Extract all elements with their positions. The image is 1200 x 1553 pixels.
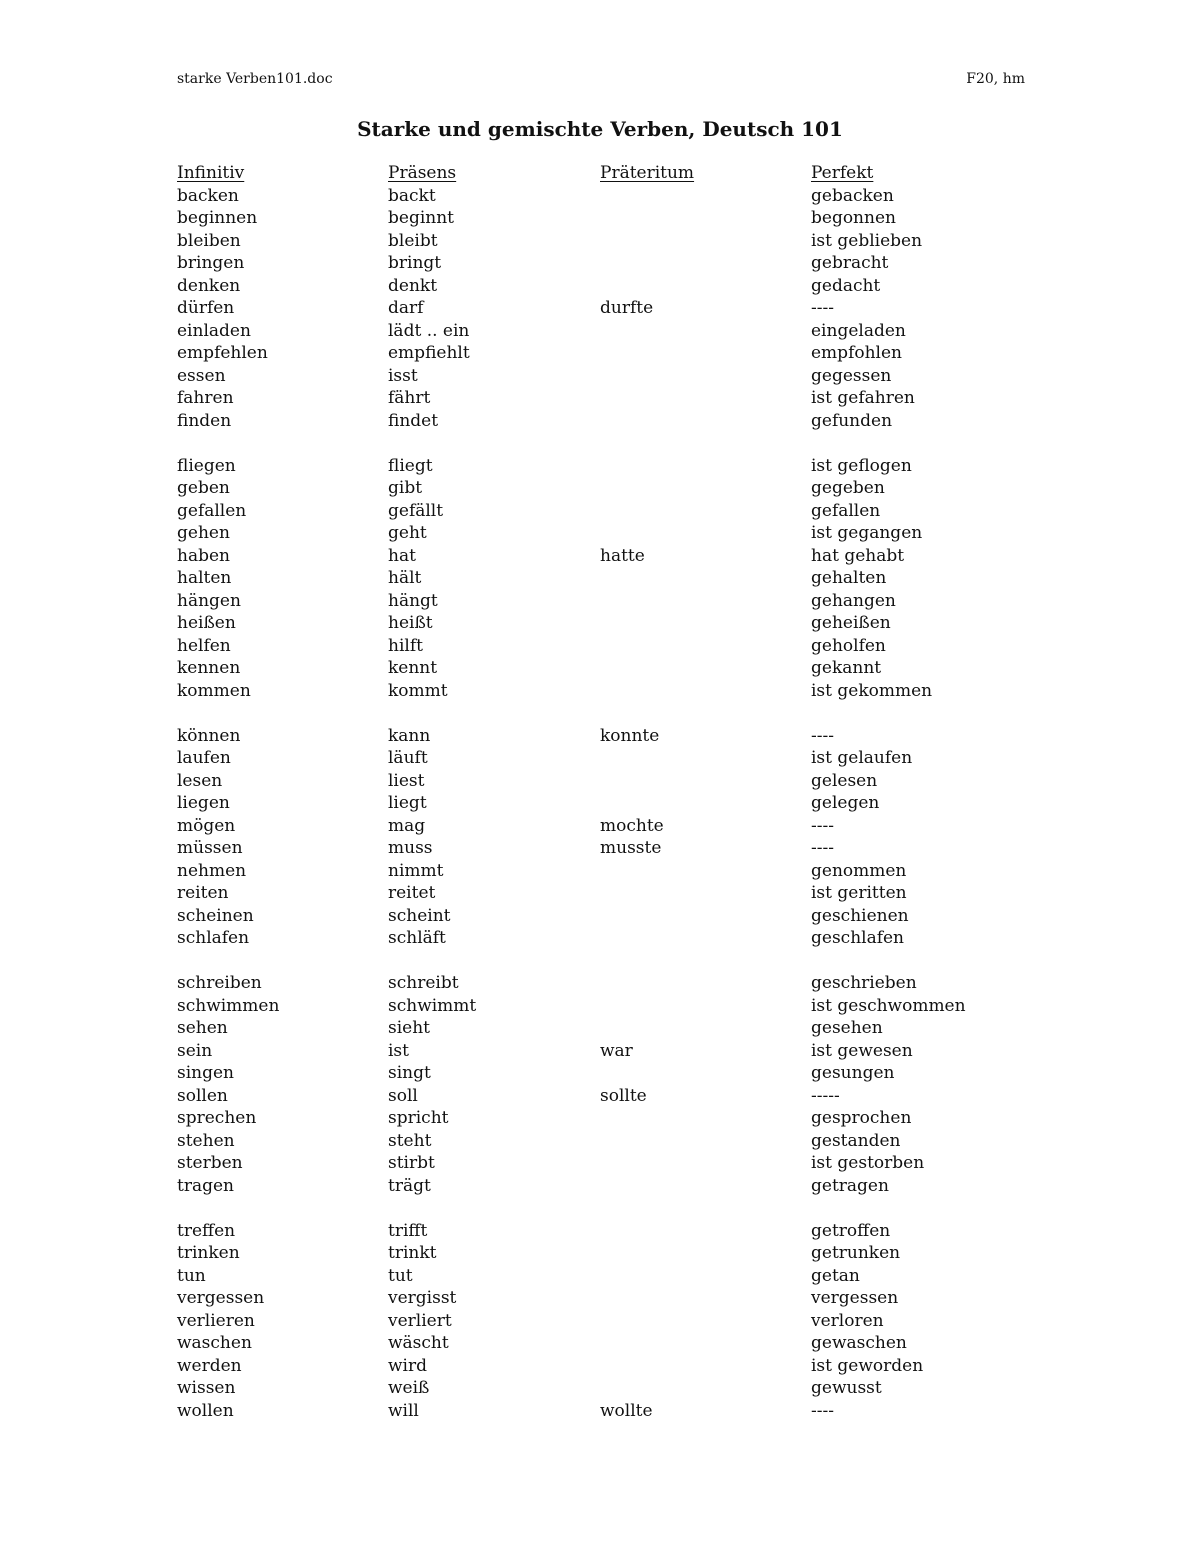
- cell-praesens: steht: [388, 1130, 432, 1151]
- cell-infinitiv: wollen: [177, 1400, 234, 1421]
- verb-row: [177, 1310, 1137, 1333]
- cell-perfekt: ist geschwommen: [811, 995, 966, 1016]
- cell-infinitiv: liegen: [177, 793, 230, 813]
- cell-perfekt: getragen: [811, 1175, 889, 1196]
- cell-praeteritum: hatte: [600, 545, 645, 566]
- cell-praeteritum: musste: [600, 838, 662, 858]
- cell-praeteritum: mochte: [600, 815, 664, 836]
- cell-perfekt: ist gegangen: [811, 523, 923, 543]
- verb-row: [177, 837, 1137, 860]
- cell-infinitiv: schlafen: [177, 928, 250, 948]
- cell-perfekt: genommen: [811, 860, 907, 881]
- verb-row: [177, 860, 1137, 883]
- cell-perfekt: gewaschen: [811, 1333, 907, 1353]
- cell-infinitiv: verlieren: [177, 1310, 255, 1331]
- verb-row: [177, 297, 1137, 320]
- cell-infinitiv: schwimmen: [177, 995, 280, 1016]
- cell-infinitiv: laufen: [177, 748, 231, 768]
- cell-infinitiv: empfehlen: [177, 343, 268, 363]
- cell-infinitiv: sterben: [177, 1153, 243, 1173]
- cell-praesens: kennt: [388, 658, 438, 678]
- cell-praesens: reitet: [388, 883, 436, 903]
- verb-row: [177, 365, 1137, 388]
- verb-row: [177, 252, 1137, 275]
- verb-row: [177, 972, 1137, 995]
- cell-perfekt: getan: [811, 1265, 860, 1286]
- cell-praesens: liest: [388, 770, 425, 791]
- cell-praesens: schwimmt: [388, 995, 477, 1016]
- verb-row: [177, 1220, 1137, 1243]
- cell-infinitiv: müssen: [177, 838, 243, 858]
- cell-perfekt: ist gestorben: [811, 1153, 925, 1173]
- cell-perfekt: hat gehabt: [811, 545, 905, 566]
- cell-infinitiv: beginnen: [177, 208, 258, 228]
- cell-praesens: kommt: [388, 680, 448, 701]
- cell-praesens: soll: [388, 1085, 418, 1106]
- cell-praeteritum: durfte: [600, 298, 654, 318]
- cell-praesens: kann: [388, 725, 431, 746]
- cell-infinitiv: finden: [177, 410, 232, 431]
- verb-row: [177, 995, 1137, 1018]
- cell-praesens: hat: [388, 545, 416, 566]
- cell-infinitiv: reiten: [177, 883, 229, 903]
- cell-perfekt: gegeben: [811, 478, 885, 498]
- verb-row: [177, 410, 1137, 433]
- cell-perfekt: gestanden: [811, 1130, 901, 1151]
- cell-infinitiv: hängen: [177, 590, 241, 611]
- verb-row: [177, 612, 1137, 635]
- column-header-praesens: Präsens: [388, 163, 457, 183]
- cell-praesens: sieht: [388, 1018, 431, 1038]
- cell-infinitiv: bringen: [177, 253, 245, 273]
- verb-row: [177, 680, 1137, 703]
- verb-row: [177, 725, 1137, 748]
- verb-row: [177, 1265, 1137, 1288]
- cell-infinitiv: fliegen: [177, 455, 236, 476]
- cell-praesens: ist: [388, 1040, 409, 1061]
- cell-praesens: lädt .. ein: [388, 320, 470, 341]
- verb-row: [177, 1152, 1137, 1175]
- cell-infinitiv: bleiben: [177, 230, 241, 251]
- cell-praesens: trifft: [388, 1220, 428, 1241]
- cell-perfekt: geschrieben: [811, 973, 917, 993]
- cell-infinitiv: tragen: [177, 1175, 234, 1196]
- cell-infinitiv: sehen: [177, 1018, 228, 1038]
- cell-infinitiv: mögen: [177, 815, 236, 836]
- cell-perfekt: geholfen: [811, 635, 886, 656]
- cell-infinitiv: helfen: [177, 635, 231, 656]
- cell-perfekt: begonnen: [811, 208, 896, 228]
- cell-praesens: stirbt: [388, 1153, 435, 1173]
- cell-perfekt: getrunken: [811, 1243, 901, 1263]
- cell-infinitiv: dürfen: [177, 298, 235, 318]
- cell-perfekt: vergessen: [811, 1288, 899, 1308]
- cell-infinitiv: kennen: [177, 658, 241, 678]
- cell-praesens: hilft: [388, 635, 423, 656]
- cell-praesens: verliert: [388, 1310, 452, 1331]
- verb-row: [177, 185, 1137, 208]
- verb-row: [177, 792, 1137, 815]
- cell-perfekt: empfohlen: [811, 343, 902, 363]
- verb-row: [177, 635, 1137, 658]
- cell-infinitiv: scheinen: [177, 905, 254, 926]
- cell-praesens: hält: [388, 568, 422, 588]
- column-header-praeteritum: Präteritum: [600, 163, 695, 183]
- cell-perfekt: eingeladen: [811, 320, 906, 341]
- cell-praesens: denkt: [388, 275, 438, 296]
- cell-praeteritum: konnte: [600, 725, 660, 746]
- cell-perfekt: geschlafen: [811, 928, 905, 948]
- cell-perfekt: ----: [811, 725, 834, 746]
- cell-perfekt: ist geritten: [811, 883, 907, 903]
- cell-infinitiv: haben: [177, 545, 230, 566]
- verb-row: [177, 1242, 1137, 1265]
- cell-praesens: findet: [388, 410, 439, 431]
- verb-row: [177, 1332, 1137, 1355]
- verb-row: [177, 1130, 1137, 1153]
- verb-row: [177, 1107, 1137, 1130]
- verb-row: [177, 522, 1137, 545]
- cell-praesens: schreibt: [388, 973, 459, 993]
- verb-row: [177, 882, 1137, 905]
- verb-row: [177, 207, 1137, 230]
- verb-row: [177, 1040, 1137, 1063]
- verb-row: [177, 747, 1137, 770]
- cell-perfekt: gebacken: [811, 185, 894, 206]
- cell-perfekt: gehangen: [811, 590, 896, 611]
- cell-perfekt: -----: [811, 1085, 840, 1106]
- cell-perfekt: ist geworden: [811, 1355, 924, 1376]
- cell-infinitiv: geben: [177, 478, 230, 498]
- cell-infinitiv: fahren: [177, 388, 234, 408]
- column-header-row: [177, 162, 1137, 185]
- cell-perfekt: verloren: [811, 1310, 884, 1331]
- cell-perfekt: ----: [811, 298, 834, 318]
- cell-perfekt: geheißen: [811, 613, 891, 633]
- cell-perfekt: gesungen: [811, 1063, 895, 1083]
- cell-praesens: muss: [388, 838, 433, 858]
- cell-infinitiv: gefallen: [177, 500, 247, 521]
- cell-infinitiv: waschen: [177, 1333, 252, 1353]
- verb-row: [177, 500, 1137, 523]
- verb-row: [177, 320, 1137, 343]
- verb-row: [177, 927, 1137, 950]
- cell-praesens: bleibt: [388, 230, 438, 251]
- cell-praesens: fährt: [388, 388, 431, 408]
- cell-perfekt: ----: [811, 815, 834, 836]
- verb-row: [177, 1377, 1137, 1400]
- cell-perfekt: gesehen: [811, 1018, 883, 1038]
- verb-row: [177, 590, 1137, 613]
- cell-praesens: gibt: [388, 478, 423, 498]
- cell-praesens: trinkt: [388, 1243, 437, 1263]
- header-filename: starke Verben101.doc: [177, 71, 333, 87]
- cell-infinitiv: denken: [177, 275, 241, 296]
- cell-perfekt: ist gewesen: [811, 1040, 913, 1061]
- cell-praesens: heißt: [388, 613, 433, 633]
- verb-row: [177, 545, 1137, 568]
- cell-praesens: isst: [388, 365, 418, 386]
- cell-praesens: nimmt: [388, 860, 444, 881]
- verb-row: [177, 275, 1137, 298]
- cell-praesens: geht: [388, 523, 427, 543]
- cell-infinitiv: werden: [177, 1355, 242, 1376]
- cell-infinitiv: singen: [177, 1063, 235, 1083]
- cell-infinitiv: gehen: [177, 523, 230, 543]
- verb-row: [177, 1400, 1137, 1423]
- cell-praesens: liegt: [388, 793, 427, 813]
- cell-praesens: wäscht: [388, 1333, 449, 1353]
- cell-perfekt: gegessen: [811, 365, 892, 386]
- cell-praesens: schläft: [388, 928, 446, 948]
- cell-perfekt: ist gelaufen: [811, 748, 913, 768]
- cell-perfekt: gelegen: [811, 793, 880, 813]
- cell-perfekt: ----: [811, 1400, 834, 1421]
- cell-praesens: wird: [388, 1355, 427, 1376]
- verb-row: [177, 567, 1137, 590]
- cell-praesens: scheint: [388, 905, 451, 926]
- cell-infinitiv: trinken: [177, 1243, 240, 1263]
- cell-praesens: tut: [388, 1265, 413, 1286]
- cell-infinitiv: vergessen: [177, 1288, 265, 1308]
- cell-praeteritum: war: [600, 1040, 633, 1061]
- cell-perfekt: ist gekommen: [811, 680, 933, 701]
- cell-infinitiv: sollen: [177, 1085, 228, 1106]
- cell-perfekt: gelesen: [811, 770, 878, 791]
- cell-perfekt: getroffen: [811, 1220, 891, 1241]
- cell-infinitiv: stehen: [177, 1130, 235, 1151]
- verb-row: [177, 1175, 1137, 1198]
- cell-infinitiv: können: [177, 725, 241, 746]
- verb-row: [177, 1062, 1137, 1085]
- cell-infinitiv: halten: [177, 568, 232, 588]
- cell-perfekt: gedacht: [811, 275, 881, 296]
- cell-praesens: spricht: [388, 1108, 449, 1128]
- cell-praesens: darf: [388, 298, 424, 318]
- verb-row: [177, 905, 1137, 928]
- cell-infinitiv: backen: [177, 185, 239, 206]
- column-header-perfekt: Perfekt: [811, 163, 874, 183]
- cell-praeteritum: wollte: [600, 1400, 653, 1421]
- cell-perfekt: geschienen: [811, 905, 909, 926]
- verb-row: [177, 770, 1137, 793]
- header-course-code: F20, hm: [966, 71, 1025, 87]
- cell-perfekt: ----: [811, 838, 834, 858]
- verb-table: [177, 162, 1137, 1422]
- cell-infinitiv: wissen: [177, 1378, 236, 1398]
- cell-praesens: fliegt: [388, 455, 433, 476]
- verb-row: [177, 342, 1137, 365]
- cell-infinitiv: heißen: [177, 613, 236, 633]
- verb-row: [177, 477, 1137, 500]
- page-title: Starke und gemischte Verben, Deutsch 101: [357, 117, 843, 141]
- cell-perfekt: gehalten: [811, 568, 887, 588]
- cell-praesens: läuft: [388, 748, 428, 768]
- cell-infinitiv: schreiben: [177, 973, 262, 993]
- cell-praesens: hängt: [388, 590, 438, 611]
- cell-infinitiv: lesen: [177, 770, 223, 791]
- verb-row: [177, 1085, 1137, 1108]
- verb-row: [177, 1287, 1137, 1310]
- cell-infinitiv: einladen: [177, 320, 251, 341]
- cell-infinitiv: kommen: [177, 680, 251, 701]
- verb-row: [177, 387, 1137, 410]
- cell-perfekt: gewusst: [811, 1378, 882, 1398]
- cell-infinitiv: essen: [177, 365, 226, 386]
- verb-row: [177, 1355, 1137, 1378]
- verb-row: [177, 455, 1137, 478]
- cell-praesens: singt: [388, 1063, 431, 1083]
- cell-praesens: vergisst: [388, 1288, 457, 1308]
- cell-infinitiv: treffen: [177, 1220, 236, 1241]
- cell-perfekt: gekannt: [811, 658, 882, 678]
- verb-row: [177, 657, 1137, 680]
- column-header-infinitiv: Infinitiv: [177, 163, 245, 183]
- cell-praesens: gefällt: [388, 500, 444, 521]
- cell-perfekt: ist gefahren: [811, 388, 915, 408]
- cell-infinitiv: sprechen: [177, 1108, 257, 1128]
- cell-infinitiv: sein: [177, 1040, 213, 1061]
- verb-row: [177, 230, 1137, 253]
- cell-infinitiv: tun: [177, 1265, 206, 1286]
- verb-row: [177, 1017, 1137, 1040]
- verb-row: [177, 815, 1137, 838]
- cell-perfekt: ist geflogen: [811, 455, 912, 476]
- cell-praesens: trägt: [388, 1175, 431, 1196]
- cell-perfekt: gebracht: [811, 253, 889, 273]
- cell-praesens: will: [388, 1400, 419, 1421]
- cell-praesens: backt: [388, 185, 436, 206]
- cell-perfekt: gesprochen: [811, 1108, 912, 1128]
- cell-infinitiv: nehmen: [177, 860, 247, 881]
- cell-perfekt: gefunden: [811, 410, 893, 431]
- cell-praeteritum: sollte: [600, 1085, 647, 1106]
- cell-praesens: mag: [388, 815, 426, 836]
- cell-praesens: empfiehlt: [388, 343, 470, 363]
- cell-praesens: beginnt: [388, 208, 454, 228]
- cell-perfekt: gefallen: [811, 500, 881, 521]
- cell-perfekt: ist geblieben: [811, 230, 923, 251]
- cell-praesens: bringt: [388, 253, 442, 273]
- cell-praesens: weiß: [388, 1378, 430, 1398]
